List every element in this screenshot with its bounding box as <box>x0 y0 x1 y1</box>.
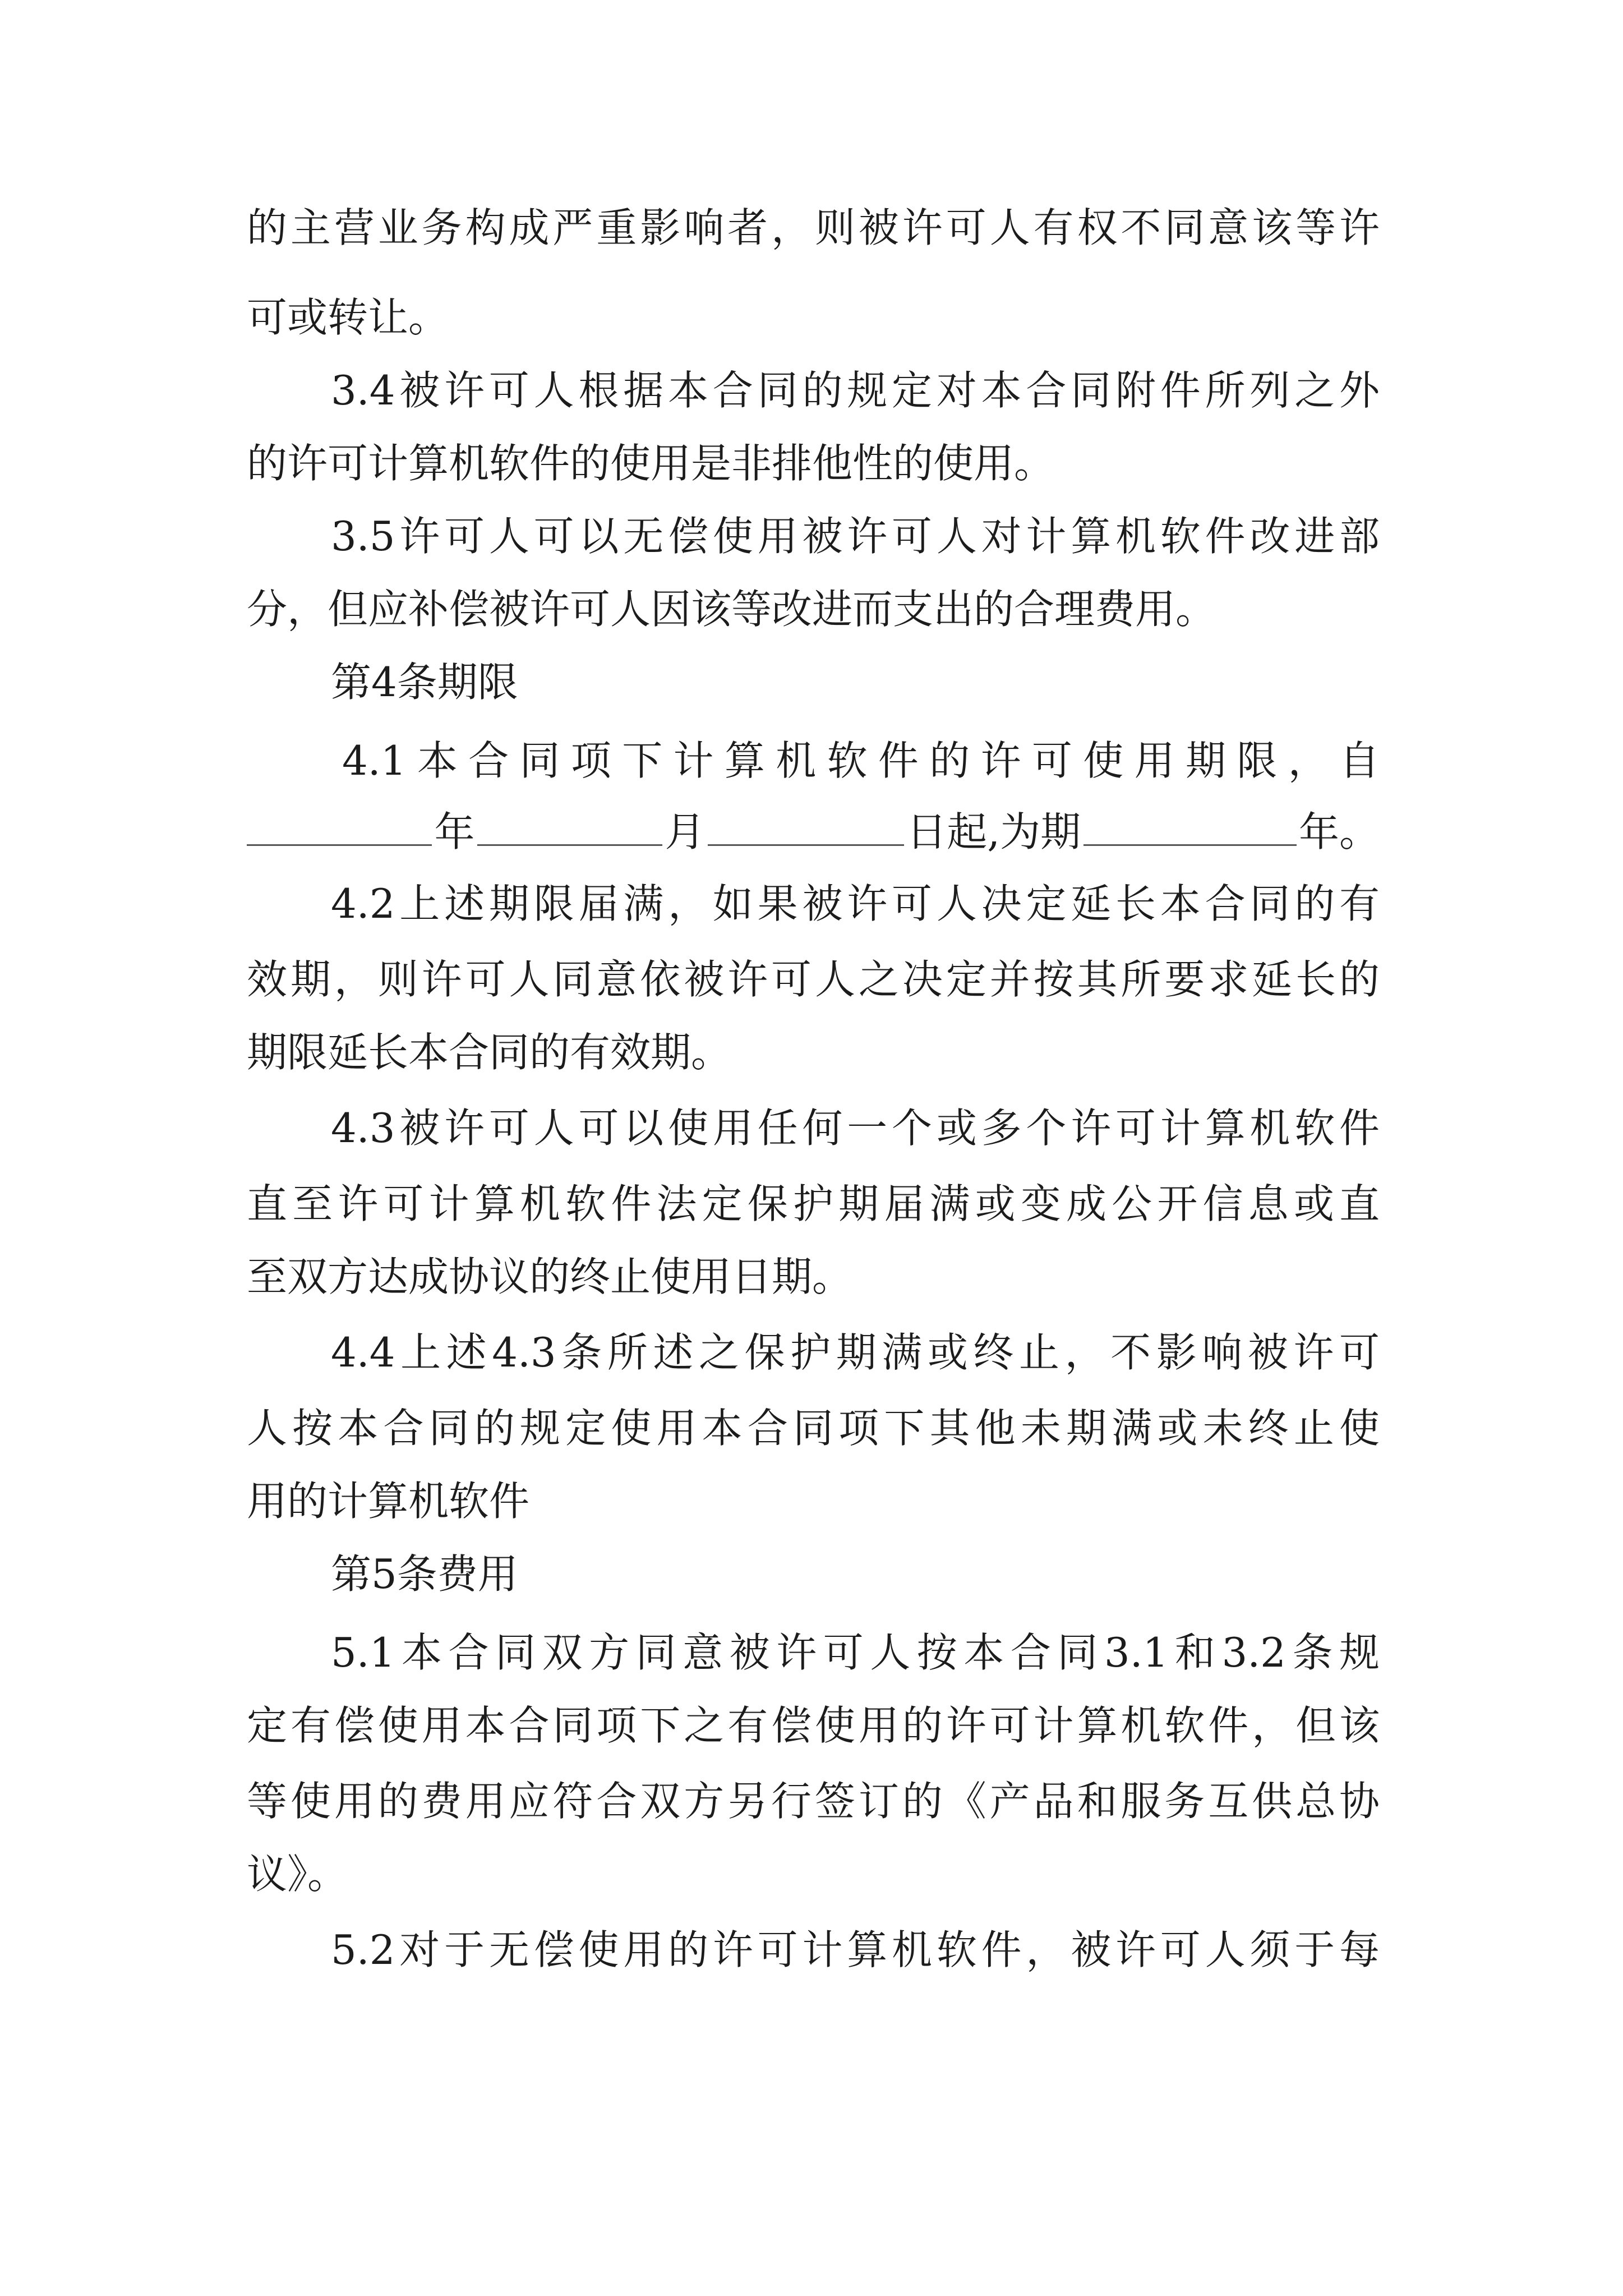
paragraph-line: 分，但应补偿被许可人因该等改进而支出的合理费用。 <box>247 586 1216 633</box>
paragraph-line: 等使用的费用应符合双方另行签订的《产品和服务互供总协 <box>247 1778 1380 1825</box>
paragraph-line: 人按本合同的规定使用本合同项下其他未期满或未终止使 <box>247 1405 1380 1452</box>
paragraph-line: 定有偿使用本合同项下之有偿使用的许可计算机软件，但该 <box>247 1702 1380 1749</box>
paragraph-line: 期限延长本合同的有效期。 <box>247 1029 732 1076</box>
clause-4-3: 4.3被许可人可以使用任何一个或多个许可计算机软件 <box>331 1105 1380 1152</box>
period-label: 年。 <box>1298 808 1380 855</box>
paragraph-line: 效期，则许可人同意依被许可人之决定并按其所要求延长的 <box>247 956 1380 1003</box>
start-month-blank[interactable] <box>477 811 662 846</box>
paragraph-line: 用的计算机软件 <box>247 1478 530 1525</box>
year-label: 年 <box>434 808 475 855</box>
paragraph-line: 的主营业务构成严重影响者，则被许可人有权不同意该等许 <box>247 204 1380 251</box>
start-day-blank[interactable] <box>708 811 904 846</box>
clause-5-1: 5.1本合同双方同意被许可人按本合同3.1和3.2条规 <box>331 1629 1380 1676</box>
section-heading-4: 第4条期限 <box>331 659 518 706</box>
paragraph-line: 的许可计算机软件的使用是非排他性的使用。 <box>247 440 1055 487</box>
start-year-blank[interactable] <box>247 811 432 846</box>
section-heading-5: 第5条费用 <box>331 1550 518 1598</box>
clause-4-1: 4.1本合同项下计算机软件的许可使用期限，自 <box>342 737 1380 784</box>
clause-3-4: 3.4被许可人根据本合同的规定对本合同附件所列之外 <box>331 367 1380 414</box>
clause-4-4: 4.4上述4.3条所述之保护期满或终止，不影响被许可 <box>331 1329 1380 1376</box>
paragraph-line: 至双方达成协议的终止使用日期。 <box>247 1253 853 1300</box>
clause-5-2: 5.2对于无偿使用的许可计算机软件，被许可人须于每 <box>331 1926 1380 1973</box>
paragraph-line: 可或转让。 <box>247 294 449 341</box>
clause-4-2: 4.2上述期限届满，如果被许可人决定延长本合同的有 <box>331 880 1380 927</box>
term-years-blank[interactable] <box>1083 811 1297 846</box>
clause-3-5: 3.5许可人可以无偿使用被许可人对计算机软件改进部 <box>331 513 1380 560</box>
day-label: 日起,为期 <box>906 808 1081 855</box>
paragraph-line: 直至许可计算机软件法定保护期届满或变成公开信息或直 <box>247 1180 1380 1227</box>
date-fill-row <box>247 808 1380 855</box>
month-label: 月 <box>665 808 706 855</box>
paragraph-line: 议》。 <box>247 1851 348 1898</box>
